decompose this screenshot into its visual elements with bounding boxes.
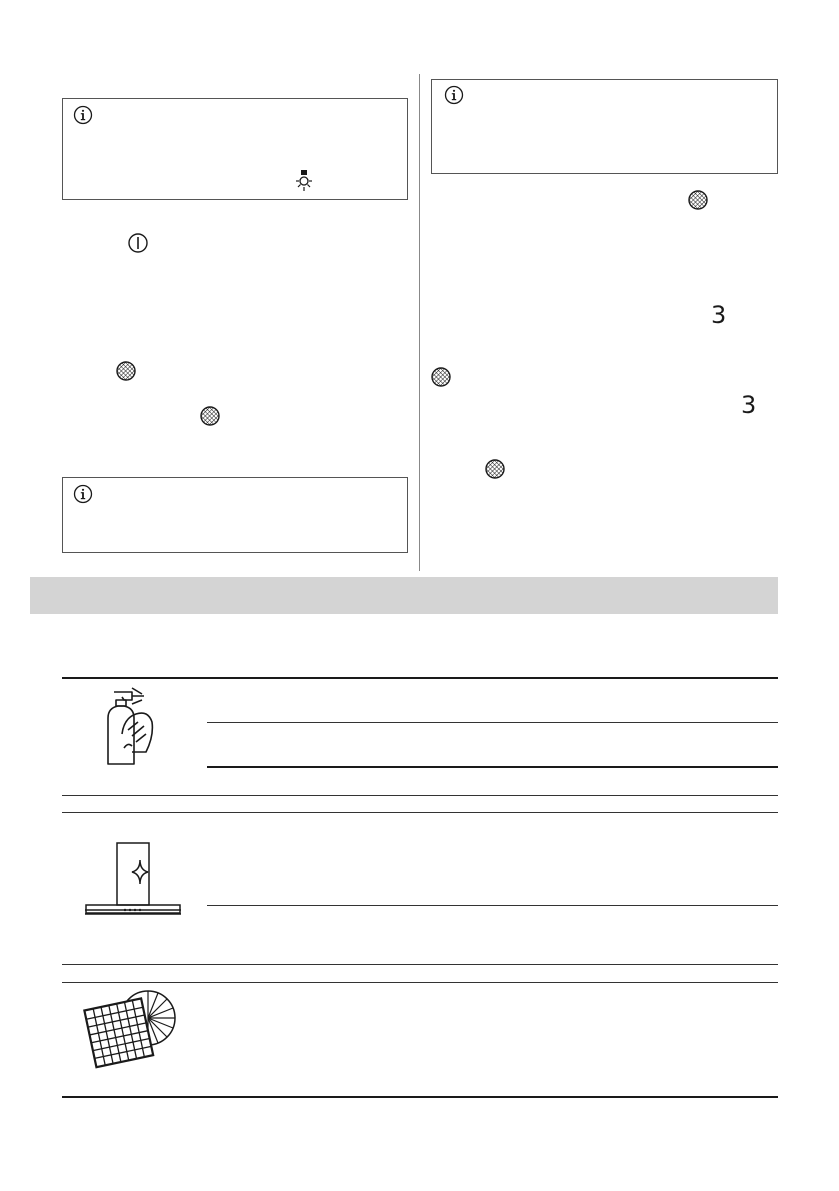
fan-grid-icon: [430, 366, 452, 388]
info-icon: [444, 85, 464, 105]
info-icon: [73, 484, 93, 504]
table-row-rule: [207, 722, 778, 723]
table-row-rule: [62, 795, 778, 796]
light-bulb-icon: [293, 169, 315, 193]
table-row-rule: [207, 766, 778, 768]
info-box-right: [431, 79, 778, 174]
info-box-note: [62, 477, 408, 553]
info-box-light: [62, 98, 408, 200]
info-icon: [73, 105, 93, 125]
table-row-rule: [207, 905, 778, 906]
column-divider: [419, 74, 420, 571]
table-row-rule: [62, 964, 778, 965]
power-icon: [127, 232, 149, 254]
cleaning-spray-icon: [102, 682, 158, 768]
filter-icon: [82, 990, 178, 1072]
table-row-rule: [62, 982, 778, 983]
table-bottom-rule: [62, 1096, 778, 1098]
table-row-rule: [62, 812, 778, 813]
fan-grid-icon: [199, 405, 221, 427]
section-header-bar: [30, 577, 778, 614]
fan-grid-icon: [115, 360, 137, 382]
table-top-rule: [62, 677, 778, 679]
hood-clean-icon: [84, 842, 182, 916]
display-digit: 3: [741, 391, 757, 419]
display-digit: 3: [711, 301, 727, 329]
fan-grid-icon: [687, 189, 709, 211]
fan-grid-icon: [484, 458, 506, 480]
